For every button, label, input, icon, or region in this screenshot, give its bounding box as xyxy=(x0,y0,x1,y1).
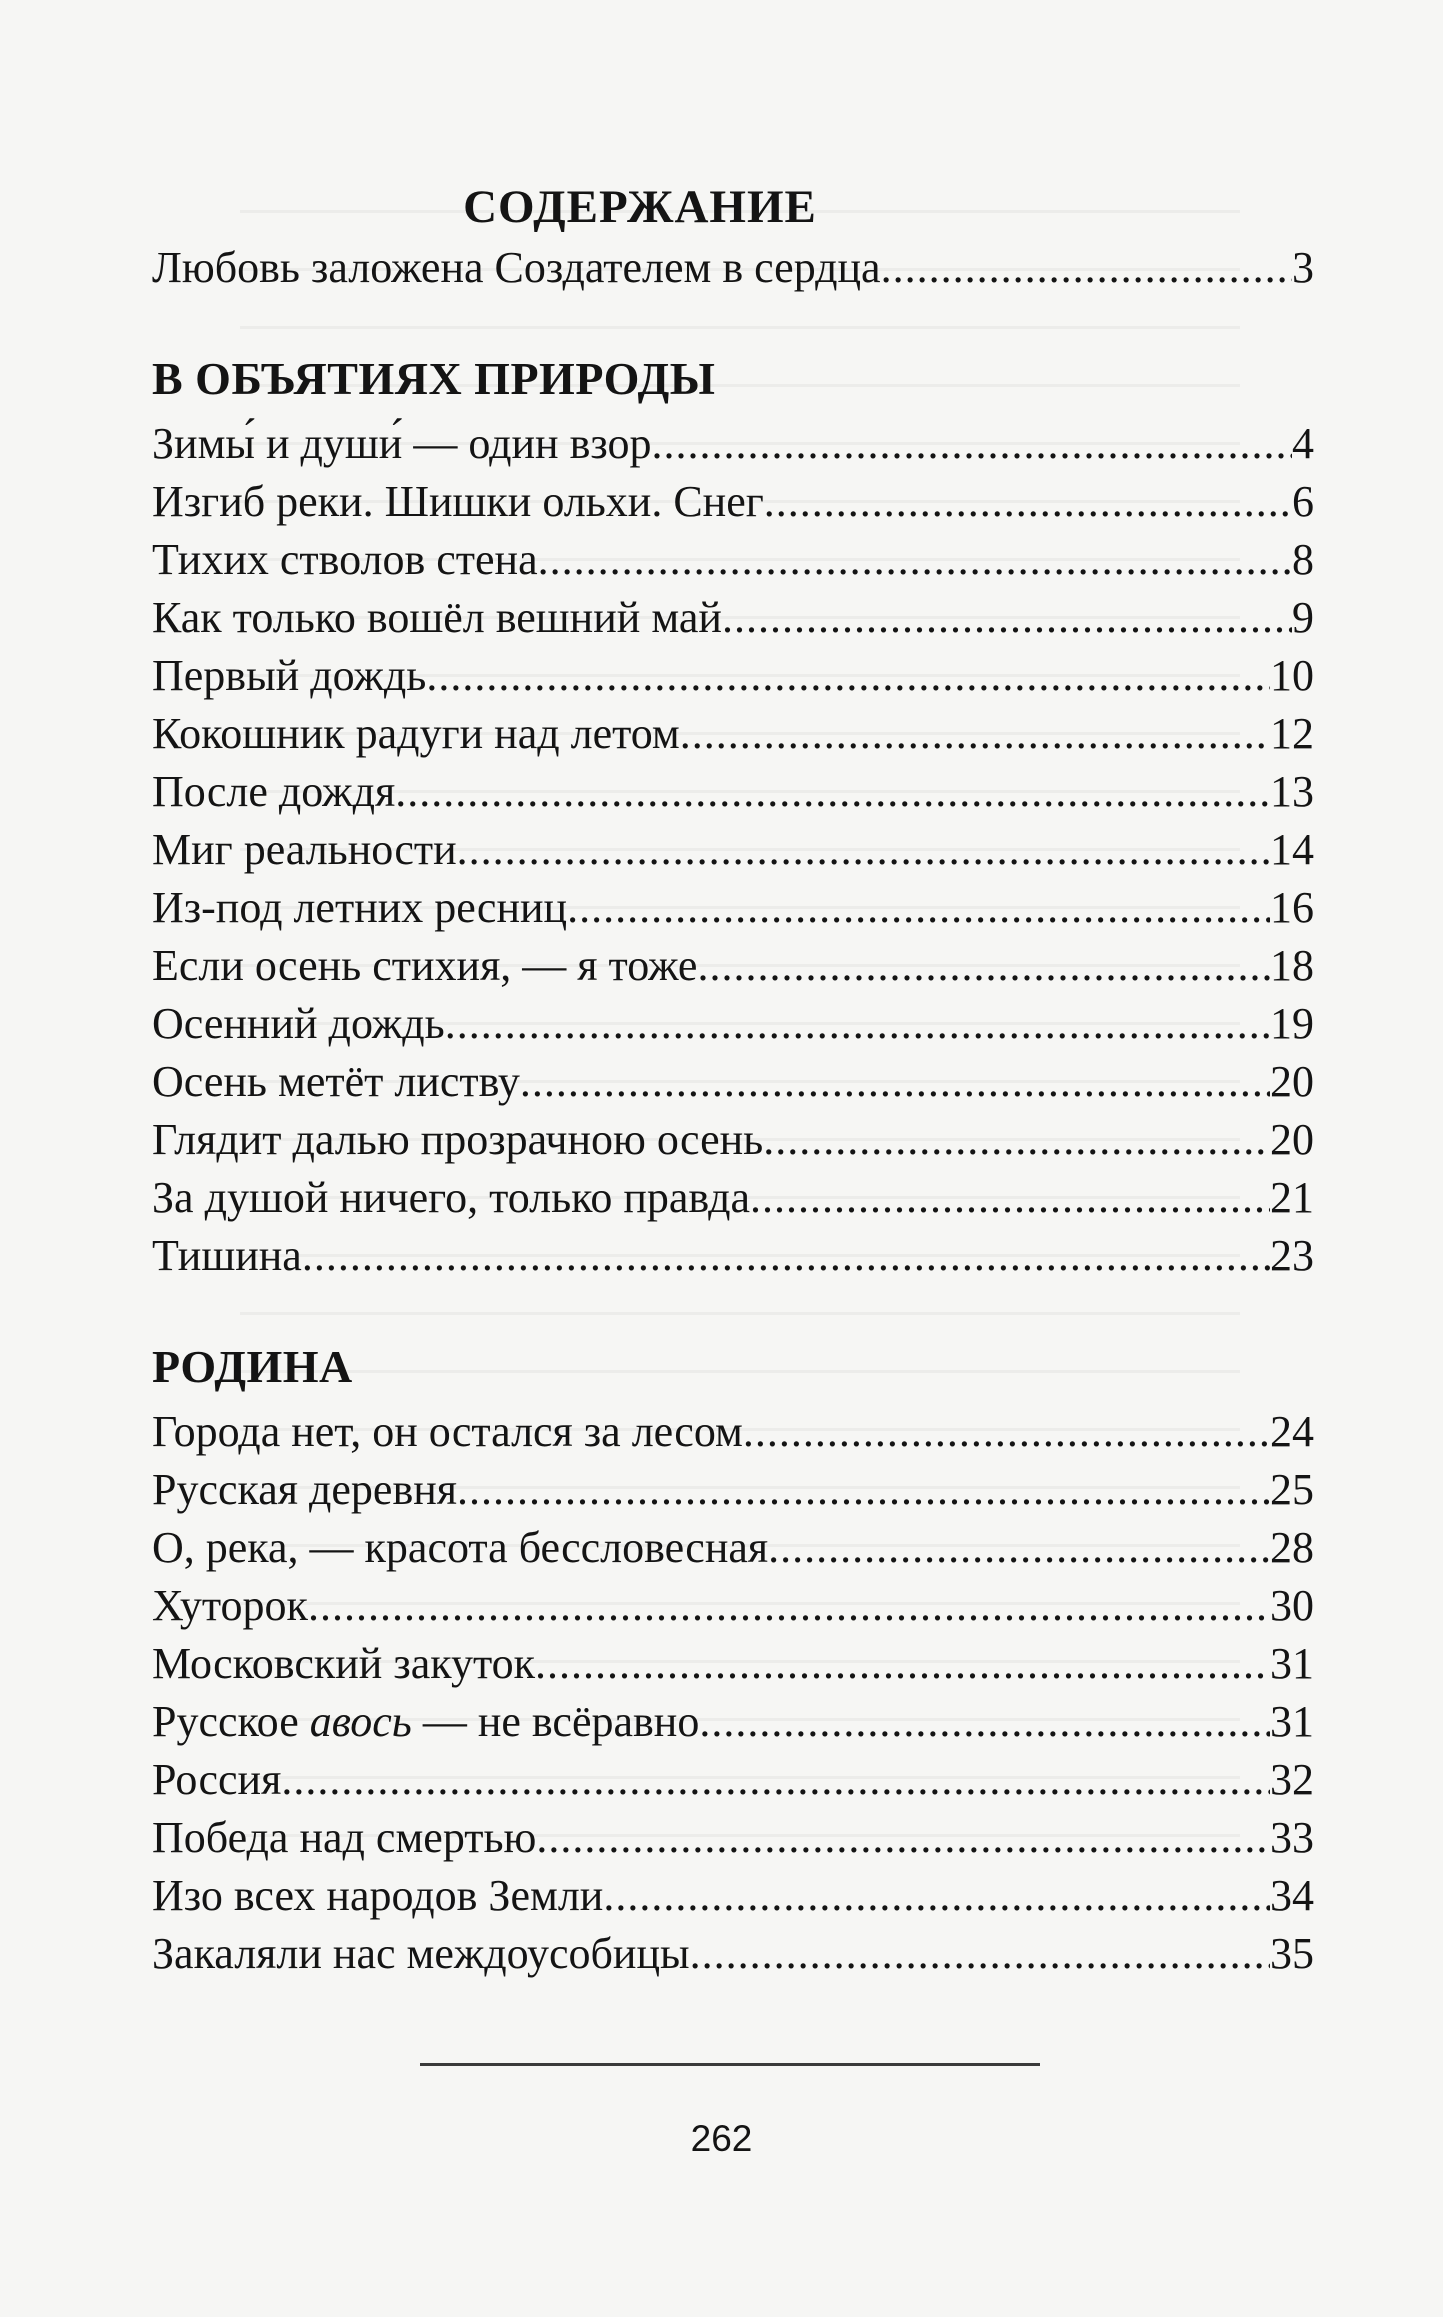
entry-title-italic: авось xyxy=(309,1697,412,1746)
toc-entry xyxy=(152,532,1314,588)
entry-page: 28 xyxy=(1270,1523,1314,1572)
entry-title: Как только вошёл вешний май xyxy=(152,593,722,642)
entry-title: Если осень стихия, — я тоже xyxy=(152,941,698,990)
entry-title: Зимы́ и души́ — один взор xyxy=(152,419,652,468)
toc-entry xyxy=(152,706,1314,762)
entry-page: 10 xyxy=(1270,651,1314,700)
dot-leader xyxy=(520,1054,1270,1110)
entry-title: Московский закуток xyxy=(152,1639,536,1688)
toc-entry xyxy=(152,1752,1314,1808)
toc-entry xyxy=(152,1926,1314,1982)
dot-leader xyxy=(699,1694,1270,1750)
dot-leader xyxy=(457,1462,1270,1518)
entry-page: 18 xyxy=(1270,941,1314,990)
entry-title: После дождя xyxy=(152,767,396,816)
entry-page: 30 xyxy=(1270,1581,1314,1630)
entry-title: Из-под летних ресниц xyxy=(152,883,568,932)
toc-entry xyxy=(152,1462,1314,1518)
toc-entry xyxy=(152,764,1314,820)
dot-leader xyxy=(445,996,1270,1052)
entry-page: 3 xyxy=(1292,243,1314,292)
toc-entry xyxy=(152,996,1314,1052)
entry-title: За душой ничего, только правда xyxy=(152,1173,750,1222)
entry-title: Победа над смертью xyxy=(152,1813,537,1862)
entry-page: 32 xyxy=(1270,1755,1314,1804)
entry-page: 33 xyxy=(1270,1813,1314,1862)
entry-page: 12 xyxy=(1270,709,1314,758)
entry-title: Русская деревня xyxy=(152,1465,458,1514)
entry-title: Первый дождь xyxy=(152,651,427,700)
toc-entry xyxy=(152,938,1314,994)
toc-entry xyxy=(152,1868,1314,1924)
dot-leader xyxy=(281,1752,1270,1808)
entry-page: 34 xyxy=(1270,1871,1314,1920)
entry-title: Осень метёт листву xyxy=(152,1057,520,1106)
entry-title: Хуторок xyxy=(152,1581,308,1630)
entry-title-part: — не всёравно xyxy=(411,1697,700,1746)
entry-page: 19 xyxy=(1270,999,1314,1048)
entry-page: 9 xyxy=(1292,593,1314,642)
toc-entry xyxy=(152,1112,1314,1168)
entry-title: О, река, — красота бессловесная xyxy=(152,1523,769,1572)
toc-entry xyxy=(152,416,1314,472)
dot-leader xyxy=(743,1404,1270,1460)
toc-title: СОДЕРЖАНИЕ xyxy=(463,181,817,233)
entry-title: Кокошник радуги над летом xyxy=(152,709,680,758)
toc-entry xyxy=(152,1170,1314,1226)
toc-entry xyxy=(152,1694,1314,1750)
entry-page: 24 xyxy=(1270,1407,1314,1456)
toc-entry xyxy=(152,474,1314,530)
dot-leader xyxy=(750,1170,1270,1226)
entry-page: 20 xyxy=(1270,1115,1314,1164)
entry-page: 8 xyxy=(1292,535,1314,584)
entry-title: Любовь заложена Создателем в сердца xyxy=(152,243,881,292)
dot-leader xyxy=(722,590,1292,646)
entry-page: 21 xyxy=(1270,1173,1314,1222)
dot-leader xyxy=(697,938,1270,994)
toc-entry xyxy=(152,240,1314,296)
dot-leader xyxy=(768,1520,1270,1576)
footer-rule xyxy=(420,2063,1040,2066)
entry-title: Закаляли нас междоусобицы xyxy=(152,1929,690,1978)
entry-page: 13 xyxy=(1270,767,1314,816)
entry-title xyxy=(152,1694,699,1750)
dot-leader xyxy=(308,1578,1270,1634)
dot-leader xyxy=(535,1636,1270,1692)
toc-entry xyxy=(152,648,1314,704)
dot-leader xyxy=(395,764,1270,820)
entry-page: 16 xyxy=(1270,883,1314,932)
dot-leader xyxy=(426,648,1270,704)
toc-entry xyxy=(152,1520,1314,1576)
entry-page: 31 xyxy=(1270,1697,1314,1746)
entry-page: 31 xyxy=(1270,1639,1314,1688)
dot-leader xyxy=(763,1112,1270,1168)
dot-leader xyxy=(567,880,1270,936)
toc-entry xyxy=(152,1054,1314,1110)
dot-leader xyxy=(881,240,1292,296)
entry-title: Тишина xyxy=(152,1231,302,1280)
entry-title: Миг реальности xyxy=(152,825,457,874)
dot-leader xyxy=(680,706,1270,762)
entry-title: Изо всех народов Земли xyxy=(152,1871,604,1920)
entry-title: Осенний дождь xyxy=(152,999,445,1048)
dot-leader xyxy=(651,416,1292,472)
dot-leader xyxy=(536,1810,1270,1866)
toc-entry xyxy=(152,1404,1314,1460)
toc-entry xyxy=(152,1636,1314,1692)
entry-title: Глядит далью прозрачною осень xyxy=(152,1115,764,1164)
page-number: 262 xyxy=(690,2118,753,2159)
dot-leader xyxy=(538,532,1292,588)
entry-page: 23 xyxy=(1270,1231,1314,1280)
dot-leader xyxy=(690,1926,1270,1982)
section-heading: В ОБЪЯТИЯХ ПРИРОДЫ xyxy=(152,353,716,404)
dot-leader xyxy=(457,822,1270,878)
entry-title-part: Русское xyxy=(152,1697,310,1746)
entry-title: Изгиб реки. Шишки ольхи. Снег xyxy=(152,477,764,526)
section-heading: РОДИНА xyxy=(152,1341,353,1392)
toc-entry xyxy=(152,1228,1314,1284)
entry-title: Россия xyxy=(152,1755,282,1804)
toc-entry xyxy=(152,1810,1314,1866)
toc-entry xyxy=(152,590,1314,646)
dot-leader xyxy=(764,474,1292,530)
toc-entry xyxy=(152,880,1314,936)
entry-title: Города нет, он остался за лесом xyxy=(152,1407,743,1456)
entry-page: 6 xyxy=(1292,477,1314,526)
entry-page: 14 xyxy=(1270,825,1314,874)
toc-entry xyxy=(152,1578,1314,1634)
dot-leader xyxy=(603,1868,1270,1924)
entry-page: 20 xyxy=(1270,1057,1314,1106)
entry-title: Тихих стволов стена xyxy=(152,535,538,584)
entry-page: 25 xyxy=(1270,1465,1314,1514)
entry-page: 4 xyxy=(1292,419,1314,468)
entry-page: 35 xyxy=(1270,1929,1314,1978)
dot-leader xyxy=(302,1228,1270,1284)
toc-entry xyxy=(152,822,1314,878)
